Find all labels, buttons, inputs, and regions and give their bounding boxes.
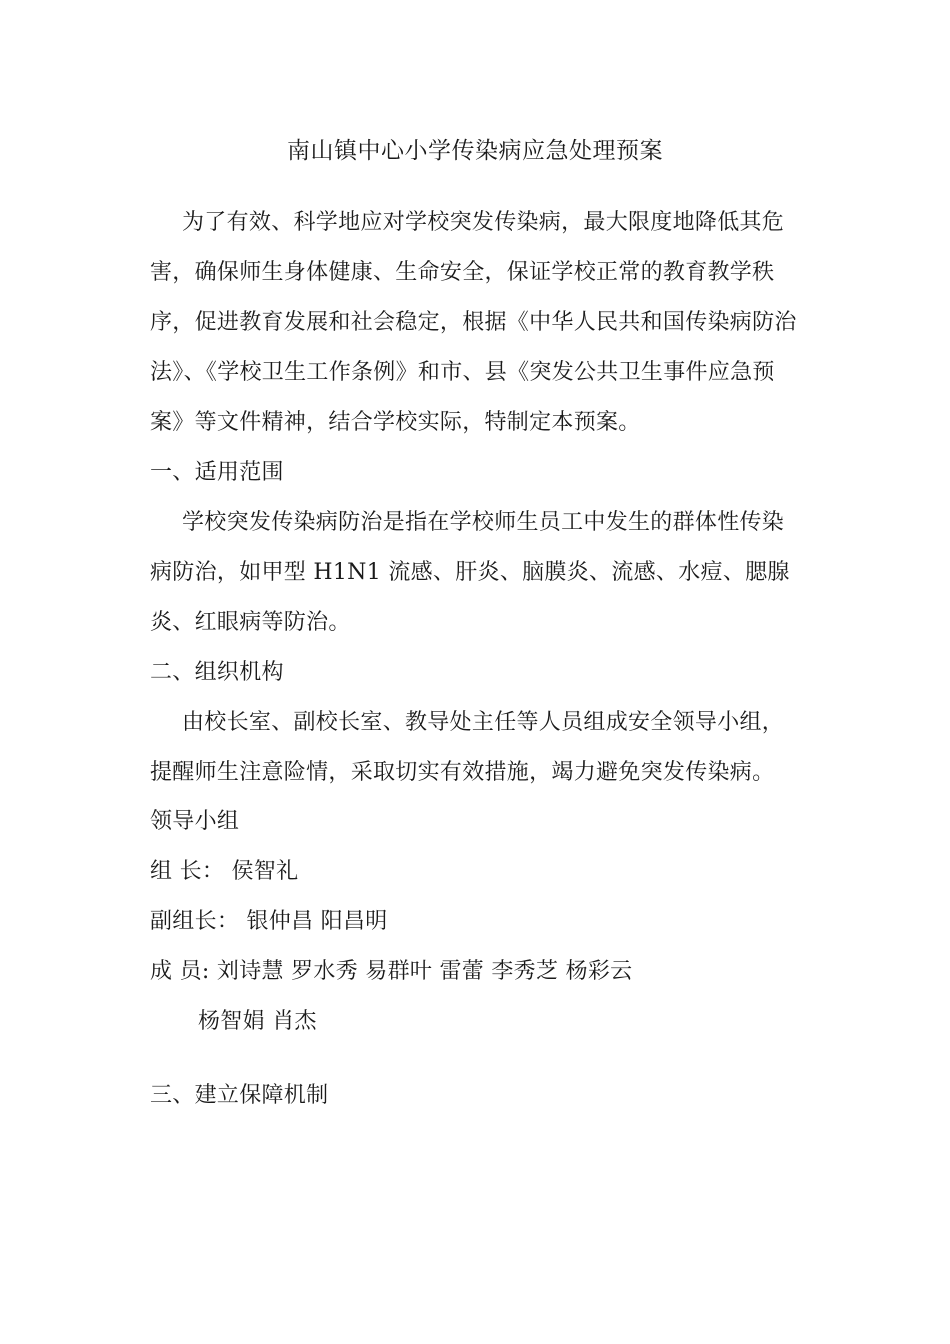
intro-line-3: 序，促进教育发展和社会稳定，根据《中华人民共和国传染病防治 (150, 310, 797, 335)
leadership-group-label: 领导小组 (150, 809, 240, 834)
section1-line-3: 炎、红眼病等防治。 (150, 610, 351, 635)
deputy-leaders: 副组长： 银仲昌 阳昌明 (150, 909, 388, 934)
intro-line-4: 法》、《学校卫生工作条例》和市、县《突发公共卫生事件应急预 (150, 360, 775, 385)
section2-heading: 二、组织机构 (150, 660, 284, 685)
intro-line-5: 案》等文件精神，结合学校实际，特制定本预案。 (150, 410, 641, 435)
group-leader: 组 长： 侯智礼 (150, 859, 299, 884)
section1-line-1: 学校突发传染病防治是指在学校师生员工中发生的群体性传染 (182, 510, 785, 535)
members-line-2: 杨智娟 肖杰 (198, 1009, 317, 1034)
section2-line-1: 由校长室、副校长室、教导处主任等人员组成安全领导小组， (182, 710, 785, 735)
intro-line-2: 害，确保师生身体健康、生命安全，保证学校正常的教育教学秩 (150, 260, 775, 285)
section3-heading: 三、建立保障机制 (150, 1083, 329, 1108)
document-title: 南山镇中心小学传染病应急处理预案 (287, 138, 663, 164)
section1-line-2: 病防治，如甲型 H1N1 流感、肝炎、脑膜炎、流感、水痘、腮腺 (150, 560, 790, 585)
intro-line-1: 为了有效、科学地应对学校突发传染病，最大限度地降低其危 (182, 210, 785, 235)
members-line-1: 成 员: 刘诗慧 罗水秀 易群叶 雷蕾 李秀芝 杨彩云 (150, 959, 633, 984)
section1-heading: 一、适用范围 (150, 460, 284, 485)
section2-line-2: 提醒师生注意险情，采取切实有效措施，竭力避免突发传染病。 (150, 760, 775, 785)
